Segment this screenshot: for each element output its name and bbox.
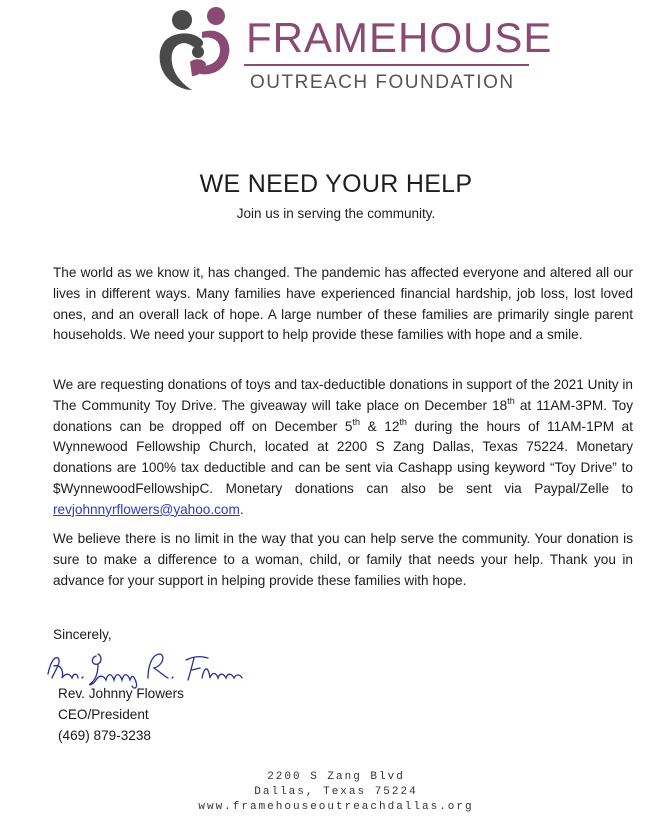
p2-ordinal-1: th xyxy=(507,395,515,406)
signature-block xyxy=(58,683,184,746)
footer-website[interactable]: www.framehouseoutreachdallas.org xyxy=(198,801,474,813)
family-figures-logo-icon xyxy=(158,6,240,92)
letter-title: WE NEED YOUR HELP xyxy=(199,170,473,198)
p2-text-end: . xyxy=(239,501,244,517)
paragraph-2 xyxy=(53,375,633,521)
email-link[interactable]: revjohnnyrflowers@yahoo.com xyxy=(53,501,240,517)
letter-subtitle: Join us in serving the community. xyxy=(236,206,436,221)
footer-street: 2200 S Zang Blvd xyxy=(267,771,405,783)
logo-word-house: HOUSE xyxy=(398,14,553,61)
paragraph-1: The world as we know it, has changed. The pandemic has affected everyone and altered all our lives in different ways. Many families have experienced financial hardship, job loss, lost loved ones, and an overall lack of hope. A large number of these families are primarily single parent households. We need your support to help provide these families with hope and a smile. xyxy=(53,265,633,343)
logo-wordmark xyxy=(246,14,552,62)
framehouse-logo xyxy=(150,6,553,98)
p2-text-d: during the hours of 11AM-1PM at Wynnewood Fellowship Church, located at 2200 S Zang Dallas, Texas 75224. Monetary donations are 100% tax deductible and can be sent via Cashapp using keyword “Toy Drive” to $WynnewoodFellowshipC. Monetary donations can also be sent via Paypal/Zelle to xyxy=(53,418,633,496)
p2-text-a: We are requesting donations of toys and tax-deductible donations in support of the 2021 Unity in The Community Toy Drive. The giveaway will take place on December 18 xyxy=(53,377,633,413)
signer-name: Rev. Johnny Flowers xyxy=(58,686,184,701)
p2-ordinal-3: th xyxy=(399,416,407,427)
p2-ordinal-2: th xyxy=(352,416,360,427)
logo-word-frame: FRAME xyxy=(246,14,398,61)
logo-subtitle: OUTREACH FOUNDATION xyxy=(250,72,515,93)
p2-text-c: & 12 xyxy=(359,418,400,434)
p2-text-b: at 11AM-3PM. Toy donations can be dropped off on December 5 xyxy=(53,397,633,434)
closing: Sincerely, xyxy=(53,627,112,642)
signer-role: CEO/President xyxy=(58,707,149,722)
logo-divider xyxy=(244,64,529,66)
footer-address xyxy=(0,770,672,815)
footer-city: Dallas, Texas 75224 xyxy=(254,786,418,798)
paragraph-3: We believe there is no limit in the way that you can help serve the community. Your donation is sure to make a difference to a woman, child, or family that needs your help. Thank you in advance for your support in helping provide these families with hope. xyxy=(53,531,633,588)
signer-phone: (469) 879-3238 xyxy=(58,728,151,743)
